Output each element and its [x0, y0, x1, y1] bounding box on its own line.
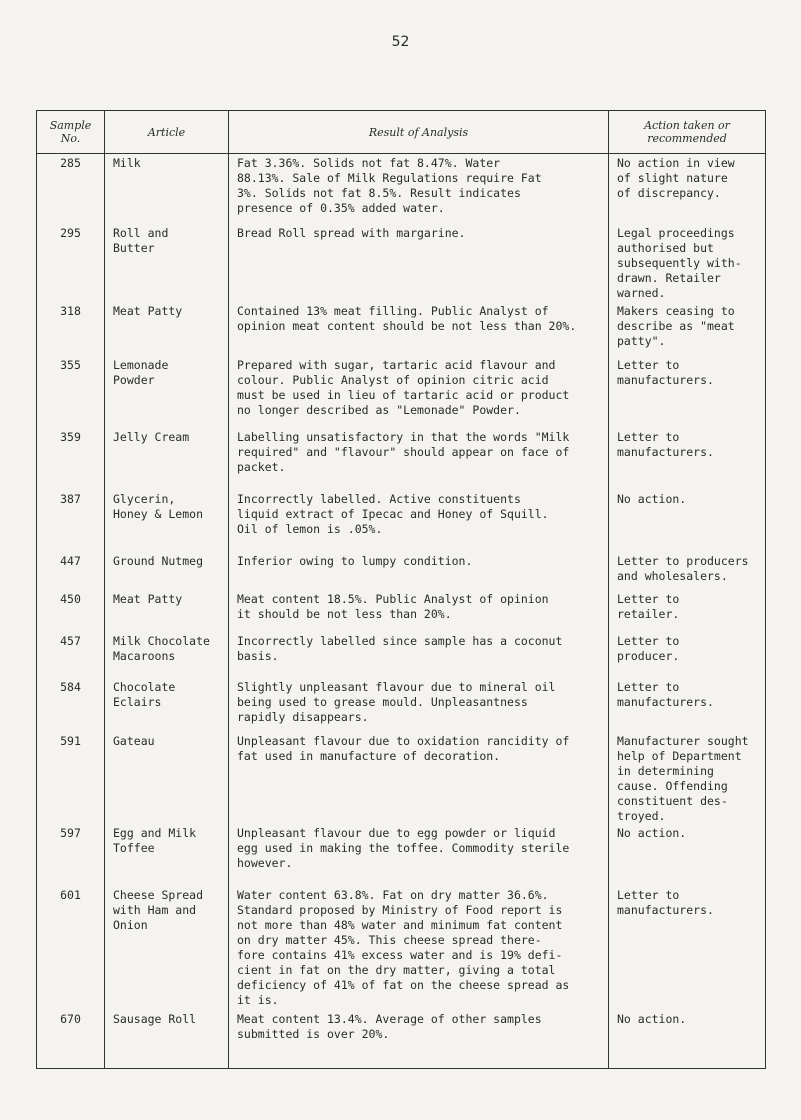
sample-number: 457 [37, 632, 105, 678]
analysis-result: Meat content 18.5%. Public Analyst of opinion it should be not less than 20%. [229, 590, 609, 632]
article-name: Gateau [105, 732, 229, 824]
action-taken: Letter to producer. [609, 632, 766, 678]
table-row [37, 732, 766, 824]
sample-number: 670 [37, 1010, 105, 1069]
analysis-result: Contained 13% meat filling. Public Analyst of opinion meat content should be not less than 20%. [229, 302, 609, 356]
analysis-result: Bread Roll spread with margarine. [229, 224, 609, 302]
header-article: Article [105, 111, 229, 154]
action-taken: Makers ceasing to describe as "meat patty". [609, 302, 766, 356]
table-row [37, 824, 766, 886]
article-name: Ground Nutmeg [105, 552, 229, 590]
table-row [37, 886, 766, 1010]
header-result: Result of Analysis [229, 111, 609, 154]
table-row [37, 678, 766, 732]
analysis-result: Water content 63.8%. Fat on dry matter 36.6%. Standard proposed by Ministry of Food report is not more than 48% water and minimum fat content on dry matter 45%. This cheese spread there- fore contains 41% excess water and is 19% defi- cient in fat on the dry matter, giving a total deficiency of 41% of fat on the cheese spread as it is. [229, 886, 609, 1010]
analysis-result: Fat 3.36%. Solids not fat 8.47%. Water 88.13%. Sale of Milk Regulations require Fat 3%. Solids not fat 8.5%. Result indicates presence of 0.35% added water. [229, 154, 609, 225]
table-row [37, 590, 766, 632]
table-row [37, 224, 766, 302]
action-taken: Legal proceedings authorised but subsequently with- drawn. Retailer warned. [609, 224, 766, 302]
analysis-result: Prepared with sugar, tartaric acid flavour and colour. Public Analyst of opinion citric acid must be used in lieu of tartaric acid or product no longer described as "Lemonade" Powder. [229, 356, 609, 428]
action-taken: Letter to manufacturers. [609, 678, 766, 732]
analysis-result: Incorrectly labelled. Active constituents liquid extract of Ipecac and Honey of Squill. Oil of lemon is .05%. [229, 490, 609, 552]
sample-number: 584 [37, 678, 105, 732]
analysis-table [36, 110, 766, 1069]
article-name: Meat Patty [105, 590, 229, 632]
sample-number: 387 [37, 490, 105, 552]
table-row [37, 302, 766, 356]
action-taken: Letter to manufacturers. [609, 428, 766, 490]
sample-number: 318 [37, 302, 105, 356]
action-taken: Letter to producers and wholesalers. [609, 552, 766, 590]
sample-number: 601 [37, 886, 105, 1010]
sample-number: 295 [37, 224, 105, 302]
article-name: Meat Patty [105, 302, 229, 356]
analysis-result: Meat content 13.4%. Average of other samples submitted is over 20%. [229, 1010, 609, 1069]
article-name: Egg and Milk Toffee [105, 824, 229, 886]
table-row [37, 490, 766, 552]
table-row [37, 154, 766, 225]
sample-number: 597 [37, 824, 105, 886]
action-taken: No action. [609, 490, 766, 552]
action-taken: No action. [609, 824, 766, 886]
table-row [37, 1010, 766, 1069]
table-row [37, 428, 766, 490]
header-sample-no: Sample No. [37, 111, 105, 154]
article-name: Chocolate Eclairs [105, 678, 229, 732]
article-name: Glycerin, Honey & Lemon [105, 490, 229, 552]
article-name: Milk [105, 154, 229, 225]
analysis-result: Labelling unsatisfactory in that the words "Milk required" and "flavour" should appear on face of packet. [229, 428, 609, 490]
action-taken: Letter to retailer. [609, 590, 766, 632]
analysis-result: Slightly unpleasant flavour due to mineral oil being used to grease mould. Unpleasantness rapidly disappears. [229, 678, 609, 732]
action-taken: Letter to manufacturers. [609, 886, 766, 1010]
header-action: Action taken or recommended [609, 111, 766, 154]
article-name: Jelly Cream [105, 428, 229, 490]
analysis-result: Unpleasant flavour due to oxidation rancidity of fat used in manufacture of decoration. [229, 732, 609, 824]
article-name: Sausage Roll [105, 1010, 229, 1069]
article-name: Lemonade Powder [105, 356, 229, 428]
action-taken: Manufacturer sought help of Department in determining cause. Offending constituent des- troyed. [609, 732, 766, 824]
analysis-result: Incorrectly labelled since sample has a coconut basis. [229, 632, 609, 678]
action-taken: No action in view of slight nature of discrepancy. [609, 154, 766, 225]
article-name: Roll and Butter [105, 224, 229, 302]
analysis-result: Unpleasant flavour due to egg powder or liquid egg used in making the toffee. Commodity sterile however. [229, 824, 609, 886]
sample-number: 450 [37, 590, 105, 632]
table-row [37, 356, 766, 428]
analysis-result: Inferior owing to lumpy condition. [229, 552, 609, 590]
sample-number: 285 [37, 154, 105, 225]
page-number: 52 [391, 34, 410, 50]
action-taken: Letter to manufacturers. [609, 356, 766, 428]
sample-number: 359 [37, 428, 105, 490]
sample-number: 447 [37, 552, 105, 590]
table-row [37, 632, 766, 678]
article-name: Cheese Spread with Ham and Onion [105, 886, 229, 1010]
table-header-row [37, 111, 766, 154]
action-taken: No action. [609, 1010, 766, 1069]
article-name: Milk Chocolate Macaroons [105, 632, 229, 678]
sample-number: 591 [37, 732, 105, 824]
table-row [37, 552, 766, 590]
sample-number: 355 [37, 356, 105, 428]
